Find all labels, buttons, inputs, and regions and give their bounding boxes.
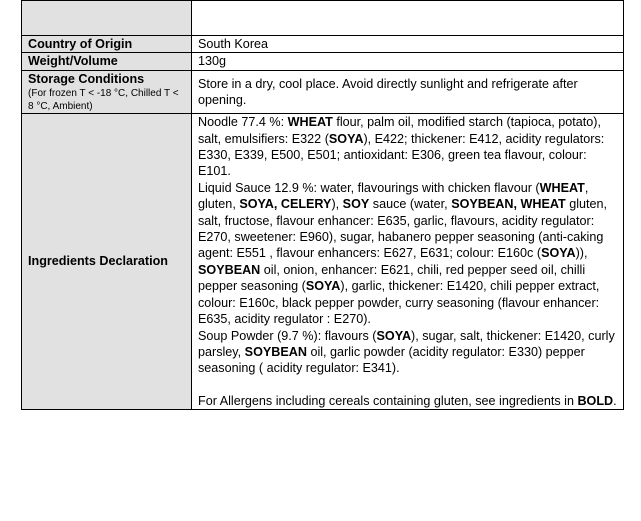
allergen-term: SOYBEAN	[244, 344, 307, 359]
ingredient-text: sauce (water,	[369, 197, 452, 212]
table-row-weight	[22, 53, 624, 70]
allergen-term: SOYA	[541, 246, 576, 261]
empty-label-cell	[22, 1, 192, 36]
table-row-empty	[22, 1, 624, 36]
table-row-storage	[22, 70, 624, 113]
weight-label: Weight/Volume	[22, 53, 192, 70]
empty-value-cell	[192, 1, 624, 36]
ingredients-value	[192, 114, 624, 410]
allergen-term: SOYA	[305, 279, 341, 294]
ingredient-text: gluten, salt, fructose, flavour enhancer: E635, garlic, flavours, acidity regulator: E270, sweetener: E960), sugar, habanero pepper seasoning (anti-caking agent: E551 , flavour enhancers: E627, E631; colour: E160c (	[198, 197, 608, 261]
storage-label-cell	[22, 70, 192, 113]
storage-sublabel: (For frozen T < -18 °C, Chilled T < 8 °C, Ambient)	[28, 88, 179, 113]
ingredient-text: )),	[575, 246, 588, 261]
ingredient-text: oil, garlic powder (acidity regulator: E330) pepper seasoning ( acidity regulator: E341).	[198, 344, 585, 376]
ingredient-text: ), sugar, salt, thickener: E1420, curly parsley,	[198, 328, 615, 359]
product-spec-table	[21, 0, 624, 410]
allergen-term: SOYA	[376, 328, 412, 343]
allergen-term: SOYA, CELERY	[239, 197, 332, 212]
ingredient-text: Soup Powder (9.7 %): flavours (	[198, 328, 377, 343]
ingredient-text: ), garlic, thickener: E1420, chili pepper extract, colour: E160c, black pepper powder, curry seasoning (flavour enhancer: E635, acidity regulator : E270).	[198, 279, 600, 327]
ingredients-label: Ingredients Declaration	[22, 114, 192, 410]
ingredient-text: , gluten,	[198, 180, 589, 212]
table-row-origin	[22, 36, 624, 53]
allergen-note	[198, 393, 617, 409]
ingredient-text: .	[613, 393, 617, 408]
ingredient-text: ), E422; thickener: E412, acidity regulators: E330, E339, E500, E501; antioxidant: E306, green tea flavour, colour: E101.	[198, 131, 605, 179]
ingredient-text: Liquid Sauce 12.9 %: water, flavourings with chicken flavour (	[198, 180, 540, 195]
allergen-term: SOYA	[328, 131, 364, 146]
allergen-term: SOYBEAN, WHEAT	[451, 197, 566, 212]
origin-value: South Korea	[192, 36, 624, 53]
storage-label: Storage Conditions	[28, 71, 145, 86]
ingredient-text: ),	[331, 197, 343, 212]
ingredients-sauce	[198, 180, 617, 328]
ingredients-spacer	[198, 377, 617, 393]
ingredient-text: For Allergens including cereals containing gluten, see ingredients in	[198, 393, 578, 408]
table-row-ingredients	[22, 114, 624, 410]
storage-value: Store in a dry, cool place. Avoid directly sunlight and refrigerate after opening.	[192, 70, 624, 113]
allergen-term: SOYBEAN	[198, 262, 261, 277]
allergen-term: SOY	[342, 197, 370, 212]
origin-label: Country of Origin	[22, 36, 192, 53]
ingredients-soup	[198, 328, 617, 377]
allergen-term: BOLD	[577, 393, 614, 408]
ingredient-text: oil, onion, enhancer: E621, chili, red pepper seed oil, chilli pepper seasoning (	[198, 262, 586, 294]
allergen-term: WHEAT	[287, 115, 333, 130]
ingredients-noodle	[198, 114, 617, 180]
ingredient-text: Noodle 77.4 %:	[198, 115, 288, 130]
ingredient-text: flour, palm oil, modified starch (tapioca, potato), salt, emulsifiers: E322 (	[198, 115, 601, 146]
allergen-term: WHEAT	[539, 180, 585, 195]
weight-value: 130g	[192, 53, 624, 70]
